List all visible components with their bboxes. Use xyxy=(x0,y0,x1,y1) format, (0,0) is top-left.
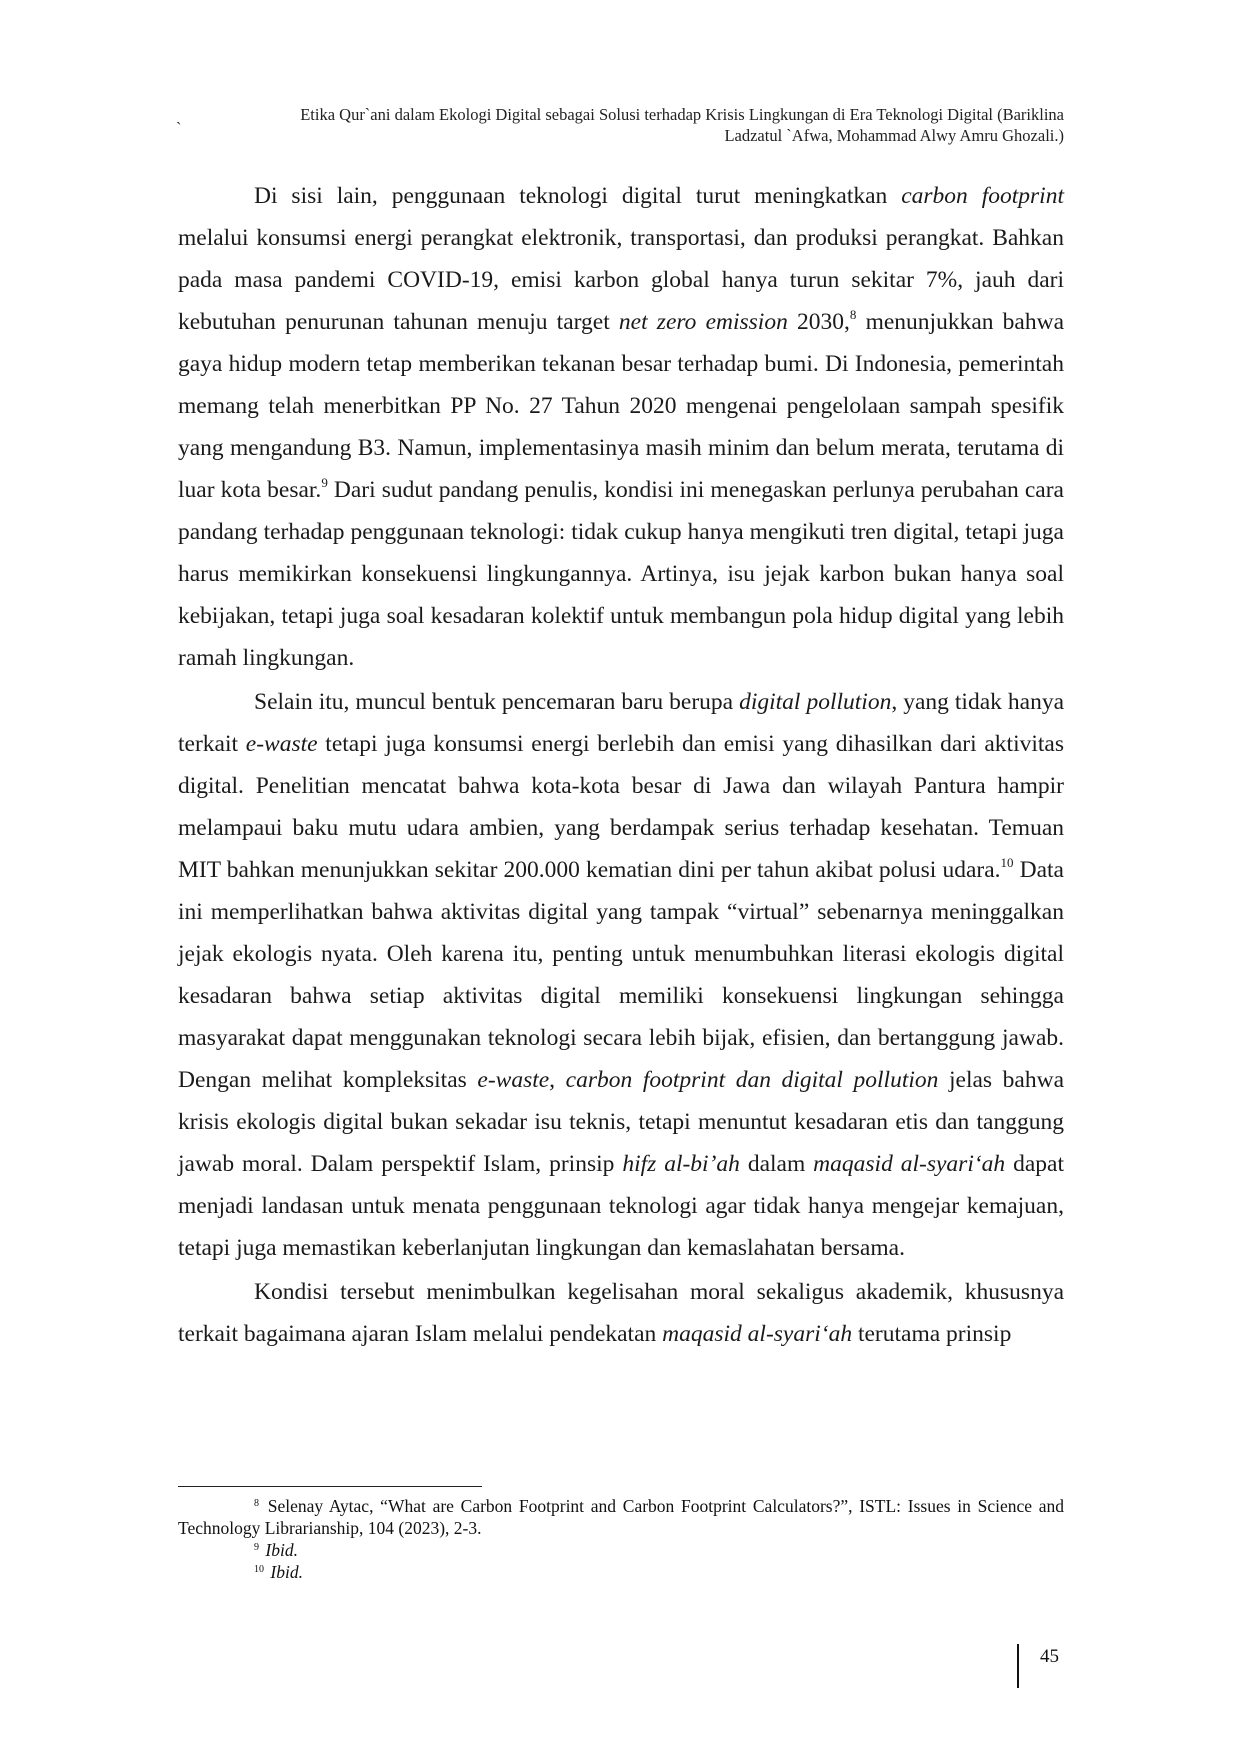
paragraph-3: Kondisi tersebut menimbulkan kegelisahan moral sekaligus akademik, khususnya terkait bagaimana ajaran Islam melalui pendekatan maqasid al-syari‘ah terutama prinsip xyxy=(178,1279,1064,1347)
paragraph-1: Di sisi lain, penggunaan teknologi digital turut meningkatkan carbon footprint melalui konsumsi energi perangkat elektronik, transportasi, dan produksi perangkat. Bahkan pada masa pandemi COVID-19, emisi karbon global hanya turun sekitar 7%, jauh dari kebutuhan penurunan tahunan menuju target net zero emission 2030,$^8$ menunjukkan bahwa gaya hidup modern tetap memberikan tekanan besar terhadap bumi. Di Indonesia, pemerintah memang telah menerbitkan PP No. 27 Tahun 2020 mengenai pengelolaan sampah spesifik yang mengandung B3. Namun, implementasinya masih minim dan belum merata, terutama di luar kota besar.$^9$ Dari sudut pandang penulis, kondisi ini menegaskan perlunya perubahan cara pandang terhadap penggunaan teknologi: tidak cukup hanya mengikuti tren digital, tetapi juga harus memikirkan konsekuensi lingkungannya. Artinya, isu jejak karbon bukan hanya soal kebijakan, tetapi juga soal kesadaran kolektif untuk membangun pola hidup digital yang lebih ramah lingkungan. xyxy=(178,183,1065,671)
term-carbon-footprint: carbon footprint xyxy=(901,183,1064,209)
running-header xyxy=(200,104,1064,146)
term-list: e-waste, carbon footprint dan digital pollution xyxy=(477,1067,939,1093)
page-number: 45 xyxy=(1040,1646,1059,1667)
term-maqasid: maqasid al-syari‘ah xyxy=(813,1151,1006,1177)
paragraph-2: Selain itu, muncul bentuk pencemaran baru berupa digital pollution, yang tidak hanya terkait e-waste tetapi juga konsumsi energi berlebih dan emisi yang dihasilkan dari aktivitas digital. Penelitian mencatat bahwa kota-kota besar di Jawa dan wilayah Pantura hampir melampaui baku mutu udara ambien, yang berdampak serius terhadap kesehatan. Temuan MIT bahkan menunjukkan sekitar 200.000 kematian dini per tahun akibat polusi udara.$^{10}$ Data ini memperlihatkan bahwa aktivitas digital yang tampak “virtual” sebenarnya meninggalkan jejak ekologis nyata. Oleh karena itu, penting untuk menumbuhkan literasi ekologis digital kesadaran bahwa setiap aktivitas digital memiliki konsekuensi lingkungan sehingga masyarakat dapat menggunakan teknologi secara lebih bijak, efisien, dan bertanggung jawab. Dengan melihat kompleksitas e-waste, carbon footprint dan digital pollution jelas bahwa krisis ekologis digital bukan sekadar isu teknis, tetapi menuntut kesadaran etis dan tanggung jawab moral. Dalam perspektif Islam, prinsip hifz al-bi’ah dalam maqasid al-syari‘ah dapat menjadi landasan untuk menata penggunaan teknologi agar tidak hanya mengejar kemajuan, tetapi juga memastikan keberlanjutan lingkungan dan kemaslahatan bersama. xyxy=(178,689,1065,1261)
footnote-10: $^{10}$ Ibid. xyxy=(254,1562,303,1582)
footnote-9: $^9$ Ibid. xyxy=(254,1540,298,1560)
running-header-line-2: Ladzatul `Afwa, Mohammad Alwy Amru Ghozali.) xyxy=(724,126,1064,145)
term-net-zero-emission: net zero emission xyxy=(618,309,788,335)
footnote-8: $^8$ Selenay Aytac, “What are Carbon Footprint and Carbon Footprint Calculators?”, ISTL: Issues in Science and Technology Librarianship, 104 (2023), 2-3. xyxy=(178,1496,1064,1538)
term-e-waste: e-waste xyxy=(245,731,318,757)
term-maqasid: maqasid al-syari‘ah xyxy=(662,1321,853,1347)
running-header-line-1: Etika Qur`ani dalam Ekologi Digital sebagai Solusi terhadap Krisis Lingkungan di Era Teknologi Digital (Bariklina xyxy=(300,105,1064,124)
term-hifz-al-biah: hifz al-bi’ah xyxy=(622,1151,740,1177)
main-text xyxy=(178,175,1064,1355)
header-tick-mark: ` xyxy=(176,120,182,137)
footnote-ref-8[interactable]: 8 xyxy=(849,307,857,322)
footnote-separator xyxy=(178,1486,482,1487)
footnote-ref-9[interactable]: 9 xyxy=(321,475,328,490)
page-number-divider xyxy=(1017,1644,1019,1688)
footnote-ref-10[interactable]: 10 xyxy=(1000,855,1014,870)
term-digital-pollution: digital pollution xyxy=(739,689,892,715)
footnotes xyxy=(178,1495,1064,1583)
